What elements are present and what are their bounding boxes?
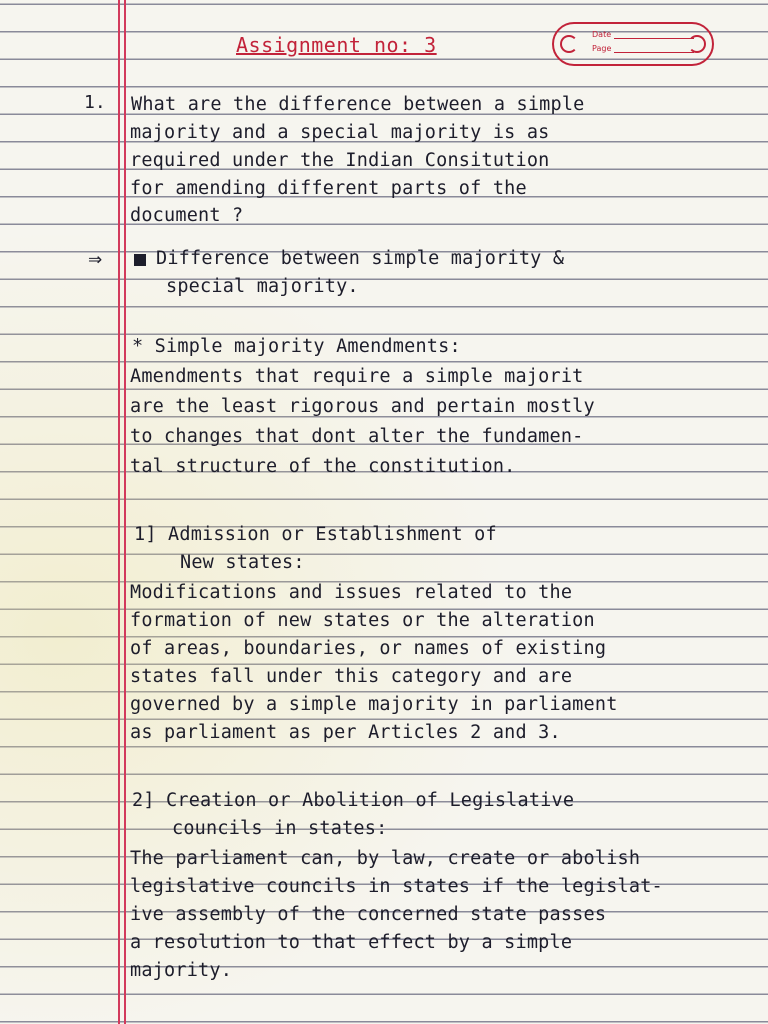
section-line: tal structure of the constitution. — [130, 456, 516, 477]
date-field: Date — [592, 30, 694, 39]
stamp-curl-left-icon — [560, 35, 578, 53]
question-line: majority and a special majority is as — [130, 122, 550, 143]
page-field: Page — [592, 44, 694, 53]
margin-line-left — [118, 0, 120, 1024]
point1-line: formation of new states or the alteration — [130, 610, 595, 631]
answer-arrow-icon: ⇒ — [88, 250, 103, 270]
question-line: for amending different parts of the — [130, 178, 527, 199]
point2-line: ive assembly of the concerned state passes — [130, 904, 607, 925]
point2-line: a resolution to that effect by a simple — [130, 932, 573, 953]
square-bullet-icon — [134, 254, 146, 266]
assignment-title: Assignment no: 3 — [236, 33, 437, 57]
point1-title-line: 1] Admission or Establishment of — [134, 524, 497, 545]
point2-title-line: 2] Creation or Abolition of Legislative — [132, 790, 575, 811]
answer-heading-line: Difference between simple majority & — [156, 248, 565, 269]
point2-line: legislative councils in states if the legislat- — [130, 876, 663, 897]
date-page-stamp — [552, 22, 714, 66]
point1-line: states fall under this category and are — [130, 666, 573, 687]
question-line: What are the difference between a simple — [131, 94, 585, 115]
question-line: required under the Indian Consitution — [130, 150, 550, 171]
point1-line: of areas, boundaries, or names of existing — [130, 638, 607, 659]
question-number: 1. — [84, 92, 106, 113]
point2-title-line: councils in states: — [172, 818, 388, 839]
question-line: document ? — [130, 205, 244, 226]
point1-line: governed by a simple majority in parliament — [130, 694, 618, 715]
stamp-curl-right-icon — [688, 35, 706, 53]
section-title: * Simple majority Amendments: — [132, 336, 461, 357]
section-line: Amendments that require a simple majorit — [130, 366, 584, 387]
section-line: to changes that dont alter the fundamen- — [130, 426, 584, 447]
point1-line: Modifications and issues related to the — [130, 582, 573, 603]
section-line: are the least rigorous and pertain mostly — [130, 396, 595, 417]
point1-title-line: New states: — [180, 552, 305, 573]
answer-heading-line: special majority. — [166, 276, 359, 297]
point2-line: The parliament can, by law, create or abolish — [130, 848, 641, 869]
point2-line: majority. — [130, 960, 233, 981]
point1-line: as parliament as per Articles 2 and 3. — [130, 722, 561, 743]
margin-line-right — [124, 0, 126, 1024]
